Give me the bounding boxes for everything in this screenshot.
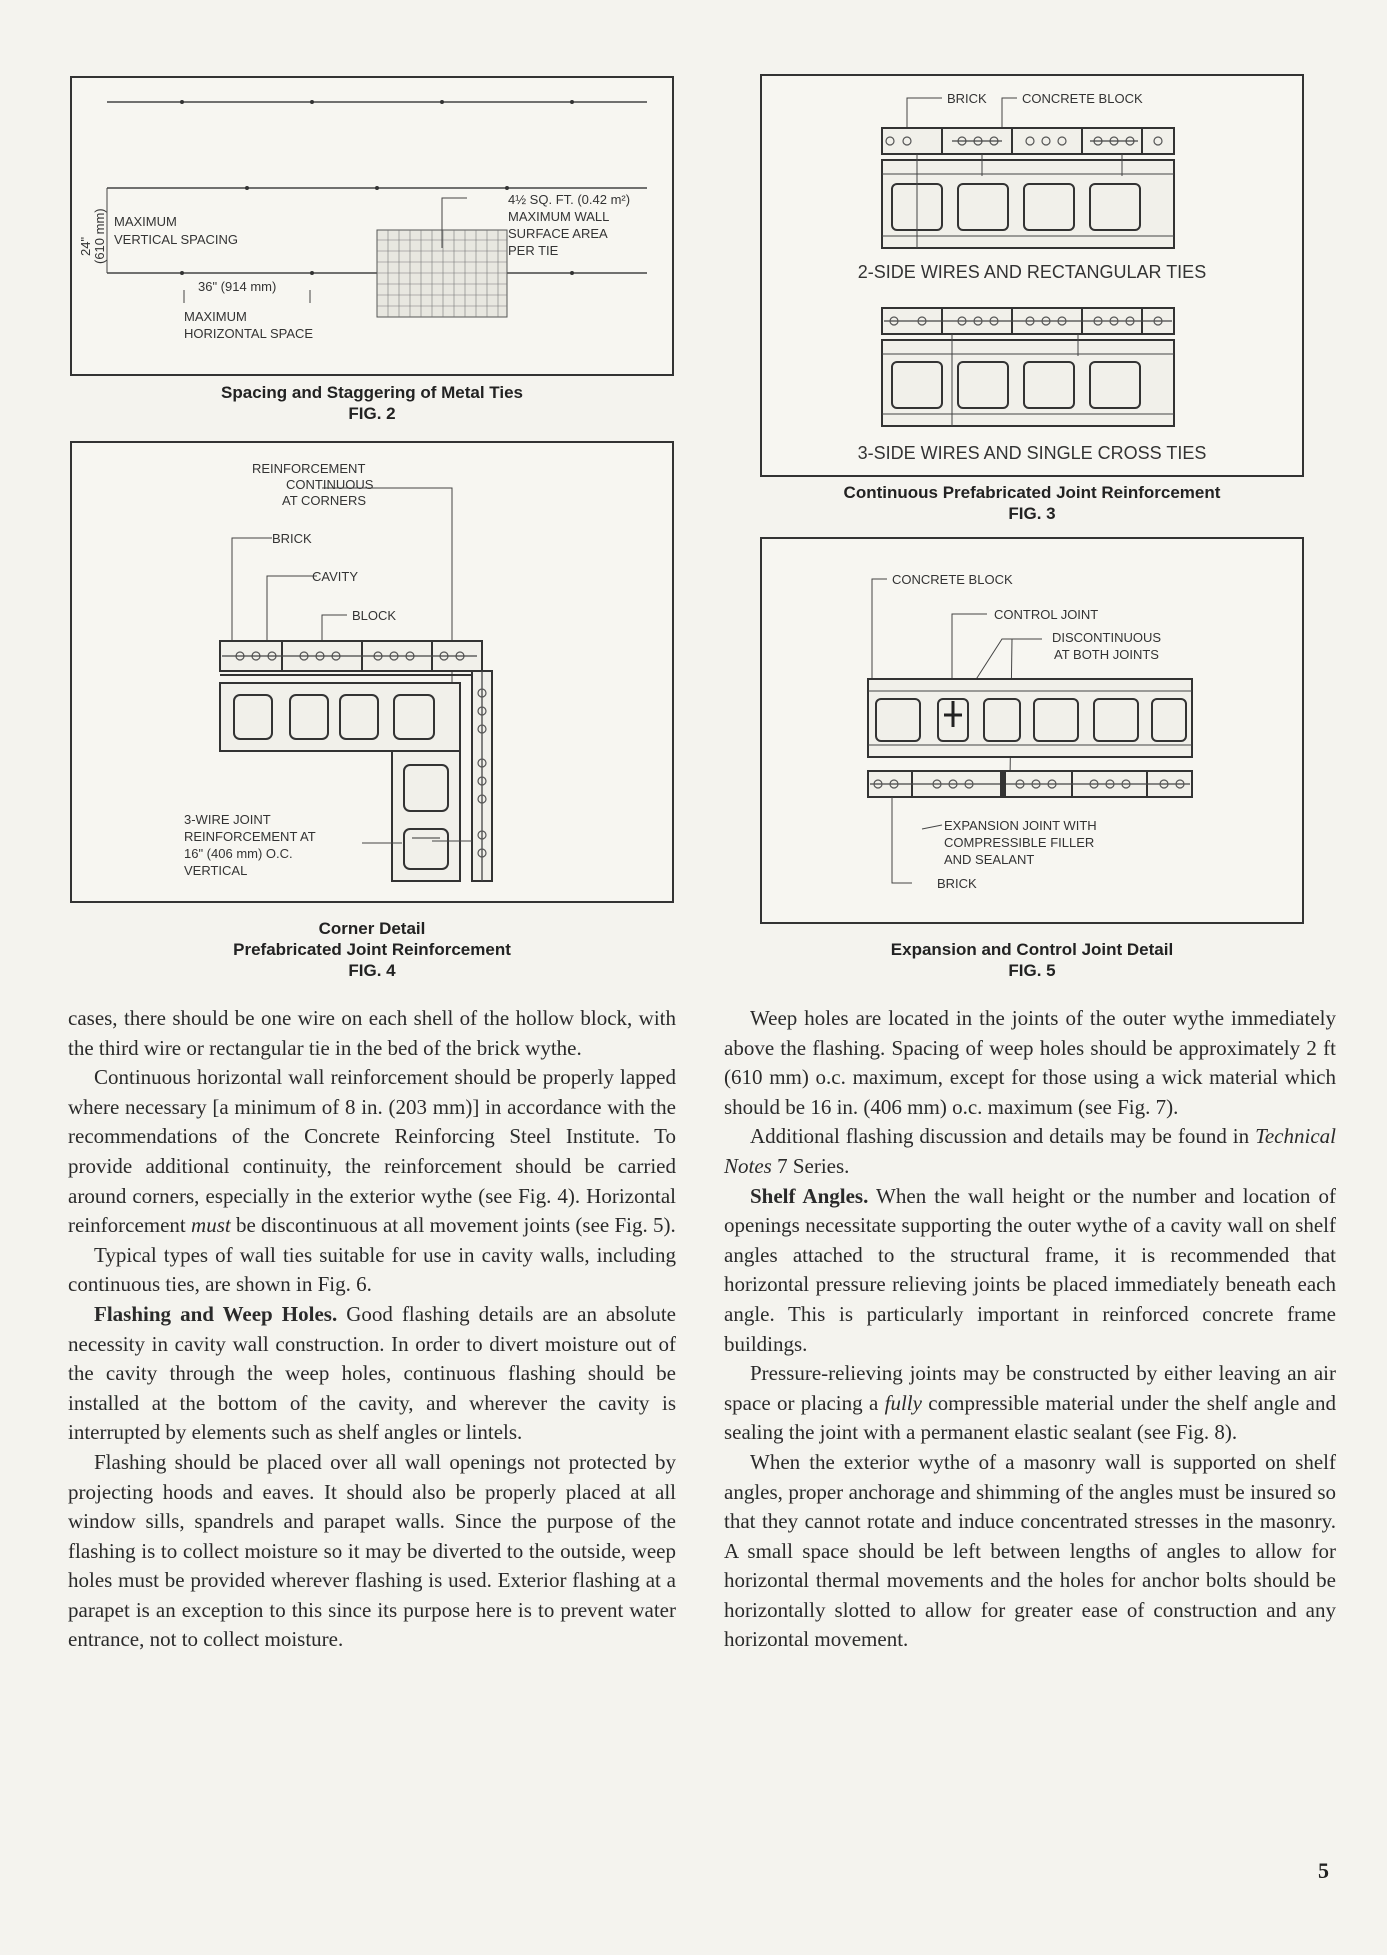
fig4-wire-1: 3-WIRE JOINT [184,812,271,827]
fig3-caption-fig: FIG. 3 [1008,504,1056,523]
fig3-caption-title: Continuous Prefabricated Joint Reinforcement [843,483,1221,502]
left-paragraph-5: Flashing should be placed over all wall openings not protected by projecting hoods and eaves. It should also be properly placed at all window sills, spandrels and parapet walls. Since the purpose of the flashing is to collect moisture so it may be diverted to the outside, weep holes must be provided wherever flashing is used. Exterior flashing at a parapet is an exception to this since its purpose here is to prevent water entrance, not to collect moisture. [68,1449,676,1652]
fig2-dim-36: 36" (914 mm) [198,279,277,294]
fig2-caption-fig: FIG. 2 [348,404,396,423]
right-p2-text-b: 7 Series. [771,1153,850,1178]
left-paragraph-1: cases, there should be one wire on each shell of the hollow block, with the third wire or rectangular tie in the bed of the brick wythe. [68,1006,676,1060]
right-p4-text-b: compressible material under the shelf angle and sealing the joint with a permanent elastic sealant (see Fig. 8). [724,1390,1337,1445]
right-column [724,1004,1336,1655]
right-paragraph-1: Weep holes are located in the joints of the outer wythe immediately above the flashing. Spacing of weep holes should be approximately 2 ft (610 mm) o.c. maximum, except for those using a wick material which should be 16 in. (406 mm) o.c. maximum (see Fig. 7). [724,1006,1336,1119]
technical-notes-title: Technical Notes [724,1124,1336,1178]
fig5-control-joint: CONTROL JOINT [994,607,1099,622]
fig3-block-label: CONCRETE BLOCK [1022,91,1143,106]
fig4-caption-fig: FIG. 4 [348,961,396,980]
fig2-label-vertical-spacing: VERTICAL SPACING [114,232,239,247]
right-paragraph-2 [724,1122,1336,1181]
fig4-wire-4: VERTICAL [184,863,248,878]
fig5-concrete-block: CONCRETE BLOCK [892,572,1013,587]
left-column [68,1004,676,1655]
fig3-sub1: 2-SIDE WIRES AND RECTANGULAR TIES [857,262,1207,282]
left-paragraph-4 [68,1300,676,1448]
left-paragraph-2 [68,1063,676,1241]
fig3-drawing [762,76,1302,475]
left-p4-text: Good flashing details are an absolute necessity in cavity wall construction. In order to divert moisture out of the cavity through the weep holes, continuous flashing should be installed at the bottom of the cavity, and wherever the cavity is interrupted by elements such as shelf angles or lintels. [68,1301,676,1445]
fig5-exp-3: AND SEALANT [944,852,1035,867]
fig4-drawing [72,443,672,901]
fig2-label-maximum-horizontal: MAXIMUM [184,309,247,324]
left-paragraph-3: Typical types of wall ties suitable for use in cavity walls, including continuous ties, are shown in Fig. 6. [68,1242,676,1297]
figure-3 [760,74,1304,477]
fig4-caption-title: Corner Detail [318,919,426,938]
fig5-exp-2: COMPRESSIBLE FILLER [944,835,1095,850]
fig3-sub2: 3-SIDE WIRES AND SINGLE CROSS TIES [857,443,1207,463]
fig4-caption [70,918,674,981]
fig2-caption [70,382,674,424]
fig5-caption [760,939,1304,981]
fig2-area-4: PER TIE [508,243,559,258]
fig4-wire-2: REINFORCEMENT AT [184,829,316,844]
fig5-exp-1: EXPANSION JOINT WITH [944,818,1097,833]
fig4-reinf-1: REINFORCEMENT [252,461,366,476]
fig4-cavity-label: CAVITY [312,569,358,584]
left-p2-text-a: Continuous horizontal wall reinforcement should be properly lapped where necessary [a minimum of 8 in. (203 mm)] in accordance with the recommendations of the Concrete Reinforcing Steel Institute. To provide additional continuity, the reinforcement should be carried around corners, especially in the exterior wythe (see Fig. 4). Horizontal reinforcement [68,1065,676,1238]
page-number: 5 [1318,1858,1329,1883]
right-p3-text: When the wall height or the number and location of openings necessitate supporting the outer wythe of a cavity wall on shelf angles attached to the structural frame, it is recommended that horizontal pressure relieving joints be placed immediately beneath each angle. This is particularly important in reinforced concrete frame buildings. [724,1183,1336,1356]
right-p4-text-a: Pressure-relieving joints may be constructed by either leaving an air space or placing a [724,1361,1336,1415]
fig4-wire-3: 16" (406 mm) O.C. [184,846,293,861]
fig5-drawing [762,539,1302,922]
right-paragraph-4 [724,1359,1336,1448]
fig2-area-2: MAXIMUM WALL [508,209,610,224]
shelf-angles-heading: Shelf Angles. [750,1183,869,1208]
right-p4-emphasis: fully [884,1390,922,1415]
right-paragraph-5: When the exterior wythe of a masonry wall is supported on shelf angles, proper anchorage and shimming of the angles must be insured so that they cannot rotate and induce concentrated stresses in the masonry. A small space should be left between lengths of angles to allow for horizontal thermal movements and the holes for anchor bolts should be horizontally slotted to allow for greater ease of construction and any horizontal movement. [724,1449,1336,1652]
fig2-area-1: 4½ SQ. FT. (0.42 m²) [508,192,631,207]
fig2-area-3: SURFACE AREA [508,226,608,241]
fig4-reinf-3: AT CORNERS [282,493,367,508]
left-p2-emphasis: must [191,1213,231,1238]
fig2-drawing [72,78,672,374]
fig4-block-label: BLOCK [352,608,397,623]
fig2-dim-610: (610 mm) [92,208,107,264]
figure-5 [760,537,1304,924]
fig5-brick-label: BRICK [937,876,977,891]
fig4-brick-label: BRICK [272,531,312,546]
figure-2 [70,76,674,376]
fig5-disc-2: AT BOTH JOINTS [1054,647,1159,662]
figure-4 [70,441,674,903]
fig3-caption [760,482,1304,524]
fig3-brick-label: BRICK [947,91,987,106]
fig4-caption-sub: Prefabricated Joint Reinforcement [233,940,511,959]
fig2-label-horizontal-space: HORIZONTAL SPACE [184,326,314,341]
fig5-caption-title: Expansion and Control Joint Detail [890,940,1174,959]
right-p2-text-a: Additional flashing discussion and details may be found in [750,1124,1256,1149]
fig5-disc-1: DISCONTINUOUS [1052,630,1162,645]
fig2-label-maximum: MAXIMUM [114,214,177,229]
right-paragraph-3 [724,1182,1336,1360]
left-p2-text-b: be discontinuous at all movement joints (see Fig. 5). [230,1213,676,1238]
flashing-heading: Flashing and Weep Holes. [94,1301,338,1326]
fig2-dim-24: 24" [78,236,93,256]
fig5-caption-fig: FIG. 5 [1008,961,1056,980]
fig2-caption-title: Spacing and Staggering of Metal Ties [221,383,523,402]
fig4-reinf-2: CONTINUOUS [286,477,374,492]
